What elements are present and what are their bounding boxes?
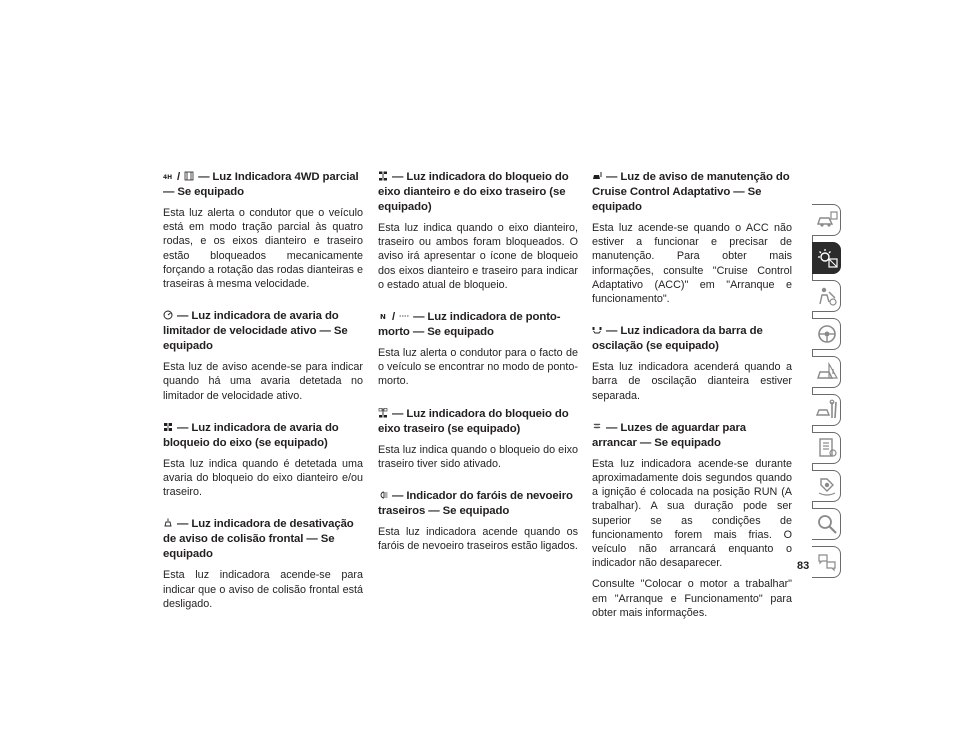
neutral-alt-icon bbox=[399, 311, 409, 321]
tab-service-tools[interactable] bbox=[812, 394, 841, 426]
forward-collision-off-icon bbox=[163, 518, 173, 528]
section-title: — Luz Indicadora 4WD parcial — Se equipado bbox=[163, 171, 359, 198]
section-heading bbox=[163, 309, 363, 354]
section-sway-bar bbox=[592, 324, 792, 403]
safety-icon bbox=[815, 284, 839, 308]
steering-wheel-icon bbox=[815, 322, 839, 346]
section-body: Esta luz indicadora acende-se para indicar que o aviso de colisão frontal está desligado. bbox=[163, 569, 363, 610]
tab-emergency[interactable] bbox=[812, 356, 841, 388]
section-wait-to-start bbox=[592, 421, 792, 620]
section-acc-service bbox=[592, 170, 792, 306]
4wd-part-time-icon bbox=[163, 171, 173, 181]
section-body: Esta luz indica quando é detetada uma avaria do bloqueio do eixo dianteiro e/ou traseiro. bbox=[163, 457, 363, 499]
neutral-n-icon bbox=[378, 311, 388, 321]
warning-lights-icon bbox=[815, 246, 839, 270]
section-rear-fog-light bbox=[378, 489, 578, 553]
column-3 bbox=[592, 170, 792, 638]
section-heading bbox=[163, 421, 363, 451]
icon-separator: / bbox=[392, 311, 396, 324]
section-title: — Luz indicadora de ponto-morto — Se equipado bbox=[378, 311, 561, 339]
section-neutral bbox=[378, 310, 578, 389]
section-heading bbox=[592, 421, 792, 451]
vehicle-info-icon bbox=[815, 208, 839, 232]
section-body: Esta luz indicadora acenderá quando a barra de oscilação dianteira estiver separada. bbox=[592, 361, 792, 402]
section-title: — Luzes de aguardar para arrancar — Se equipado bbox=[592, 421, 747, 449]
section-heading bbox=[378, 489, 578, 519]
multimedia-icon bbox=[815, 474, 839, 498]
search-icon bbox=[815, 512, 839, 536]
section-title: — Luz de aviso de manutenção do Cruise Control Adaptativo — Se equipado bbox=[592, 171, 790, 213]
acc-service-icon bbox=[592, 171, 602, 181]
section-title: — Luz indicadora de desativação de aviso de colisão frontal — Se equipado bbox=[163, 518, 354, 561]
tab-specifications[interactable] bbox=[812, 432, 841, 464]
svg-text:4H: 4H bbox=[163, 174, 172, 181]
section-speed-limiter-fault bbox=[163, 309, 363, 403]
section-body: Esta luz indica quando o bloqueio do eixo traseiro tiver sido ativado. bbox=[378, 443, 578, 470]
tab-vehicle-info[interactable] bbox=[812, 204, 841, 236]
chapter-tabs bbox=[812, 204, 846, 584]
icon-separator: / bbox=[177, 171, 181, 183]
page-number: 83 bbox=[797, 560, 810, 572]
section-heading bbox=[163, 170, 363, 200]
service-tools-icon bbox=[815, 398, 839, 422]
section-heading bbox=[163, 517, 363, 562]
svg-text:N: N bbox=[380, 313, 386, 322]
tab-warning-lights[interactable] bbox=[812, 242, 841, 274]
section-front-rear-axle-lock bbox=[378, 170, 578, 292]
section-title: — Luz indicadora da barra de oscilação (se equipado) bbox=[592, 325, 763, 353]
section-body: Esta luz alerta o condutor que o veículo está em modo tração parcial às quatro rodas, e os eixos dianteiro e traseiro estão bloqueados mecanicamente forçando a rotação das rodas dianteiras e traseiras à mesma velocidade. bbox=[163, 207, 363, 291]
section-forward-collision-off bbox=[163, 517, 363, 611]
section-heading bbox=[378, 170, 578, 215]
section-title: — Luz indicadora de avaria do limitador de velocidade ativo — Se equipado bbox=[163, 310, 348, 353]
section-body: Esta luz alerta o condutor para o facto de o veículo se encontrar no modo de ponto-morto. bbox=[378, 347, 578, 388]
emergency-icon bbox=[815, 360, 839, 384]
wait-to-start-icon bbox=[592, 422, 602, 432]
section-title: — Indicador do faróis de nevoeiro traseiros — Se equipado bbox=[378, 490, 573, 518]
section-heading bbox=[592, 324, 792, 354]
section-body: Consulte "Colocar o motor a trabalhar" em "Arranque e Funcionamento" para obter mais informações. bbox=[592, 578, 792, 619]
section-body: Esta luz indicadora acende quando os faróis de nevoeiro traseiros estão ligados. bbox=[378, 526, 578, 553]
section-heading bbox=[378, 407, 578, 437]
speed-limiter-fault-icon bbox=[163, 310, 173, 320]
section-4wd-part-time bbox=[163, 170, 363, 291]
section-rear-axle-lock bbox=[378, 407, 578, 471]
column-1 bbox=[163, 170, 363, 629]
section-heading bbox=[592, 170, 792, 215]
tab-language[interactable] bbox=[812, 546, 841, 578]
front-rear-axle-lock-icon bbox=[378, 171, 388, 181]
section-body: Esta luz acende-se quando o ACC não estiver a funcionar e precisar de manutenção. Para obter mais informações, consulte "Cruise Control Adaptativo (ACC)" em "Arranque e funcionamento". bbox=[592, 222, 792, 306]
tab-search[interactable] bbox=[812, 508, 841, 540]
axle-lock-fault-icon bbox=[163, 422, 173, 432]
section-body: Esta luz de aviso acende-se para indicar quando há uma avaria detetada no limitador de velocidade ativo. bbox=[163, 361, 363, 402]
section-body: Esta luz indicadora acende-se durante aproximadamente dois segundos quando a ignição é colocada na posição RUN (A trabalhar). A sua duração pode ser superior se as condições de funcionamento forem mais frias. O veículo não arrancará enquanto o indicador não desaparecer. bbox=[592, 457, 792, 570]
rear-fog-light-icon bbox=[378, 490, 388, 500]
4wd-part-time-alt-icon bbox=[184, 171, 194, 181]
sway-bar-icon bbox=[592, 325, 602, 335]
tab-steering-wheel[interactable] bbox=[812, 318, 841, 350]
language-icon bbox=[815, 550, 839, 574]
section-title: — Luz indicadora do bloqueio do eixo traseiro (se equipado) bbox=[378, 407, 569, 435]
section-axle-lock-fault bbox=[163, 421, 363, 500]
tab-multimedia[interactable] bbox=[812, 470, 841, 502]
tab-safety[interactable] bbox=[812, 280, 841, 312]
specifications-icon bbox=[815, 436, 839, 460]
section-body: Esta luz indica quando o eixo dianteiro, traseiro ou ambos foram bloqueados. O aviso irá apresentar o ícone de bloqueio dos eixos dianteiro e traseiro para indicar o estado atual de bloqueio. bbox=[378, 222, 578, 291]
section-title: — Luz indicadora de avaria do bloqueio do eixo (se equipado) bbox=[163, 421, 339, 449]
section-title: — Luz indicadora do bloqueio do eixo dianteiro e do eixo traseiro (se equipado) bbox=[378, 171, 569, 213]
section-heading bbox=[378, 310, 578, 340]
rear-axle-lock-icon bbox=[378, 408, 388, 418]
column-2 bbox=[378, 170, 578, 571]
